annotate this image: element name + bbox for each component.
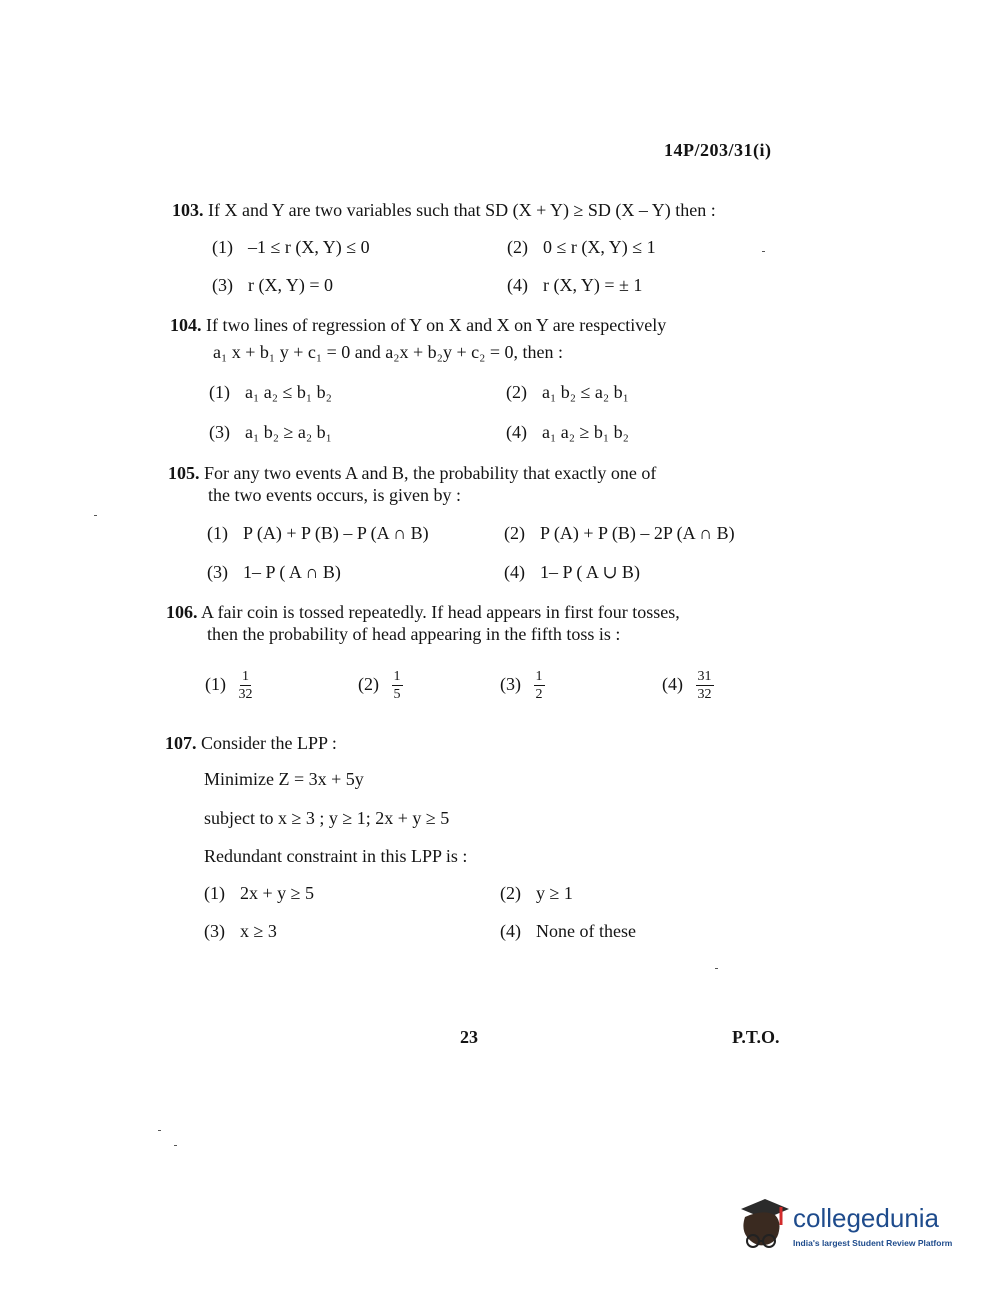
option-number: (4) [500,921,521,941]
question-text: A fair coin is tossed repeatedly. If head appears in first four tosses, [201,602,680,622]
option-text: a₁ b₂ ≤ a₂ b₁ [542,382,629,402]
option-text: P (A) + P (B) – P (A ∩ B) [243,523,429,543]
option-text: 0 ≤ r (X, Y) ≤ 1 [543,237,656,257]
option [504,522,735,544]
option [209,421,332,443]
option [209,381,332,403]
option-number: (1) [205,674,226,695]
option [207,561,341,583]
option [500,882,573,904]
brand-name: collegedunia [793,1203,940,1233]
fraction [239,670,253,702]
option-text: r (X, Y) = 0 [248,275,333,295]
scan-speck [762,251,765,252]
scan-speck [158,1130,161,1131]
collegedunia-watermark [735,1195,965,1270]
question-105 [168,462,656,484]
scan-speck [94,515,97,516]
fraction-denominator: 2 [535,687,543,702]
question-prompt: Redundant constraint in this LPP is : [204,846,468,866]
fraction-numerator: 1 [535,669,543,684]
fraction [392,670,403,702]
option [506,421,629,443]
brand-tagline: India's largest Student Review Platform [793,1238,953,1248]
question-107 [165,732,337,754]
option-number: (4) [504,562,525,582]
option-number: (2) [506,382,527,402]
fraction [696,670,714,702]
question-number: 107. [165,733,197,753]
option-number: (3) [212,275,233,295]
fraction-denominator: 5 [393,687,401,702]
question-103 [172,199,716,221]
option-number: (3) [204,921,225,941]
option-text: 1– P ( A ∪ B) [540,562,640,582]
option-text: P (A) + P (B) – 2P (A ∩ B) [540,523,735,543]
pto-label: P.T.O. [732,1027,780,1047]
option [207,522,429,544]
option-text: a₁ a₂ ≥ b₁ b₂ [542,422,629,442]
question-text: If X and Y are two variables such that SD (X + Y) ≥ SD (X – Y) then : [208,200,716,220]
question-number: 103. [172,200,204,220]
fraction-numerator: 1 [393,669,401,684]
lpp-objective: Minimize Z = 3x + 5y [204,769,364,789]
scan-speck [174,1145,177,1146]
fraction-numerator: 1 [242,669,249,684]
option [358,670,403,702]
option-text: x ≥ 3 [240,921,277,941]
fraction-numerator: 31 [697,669,712,684]
option [662,670,714,702]
option-number: (1) [207,523,228,543]
question-104 [170,314,666,336]
paper-code: 14P/203/31(i) [664,140,772,160]
mascot-icon [735,1195,791,1257]
option-text: a₁ b₂ ≥ a₂ b₁ [245,422,332,442]
option [212,236,370,258]
option-number: (2) [358,674,379,695]
option [507,274,642,296]
option [504,561,640,583]
option-number: (3) [500,674,521,695]
page-number: 23 [460,1027,478,1047]
question-text: For any two events A and B, the probability that exactly one of [204,463,657,483]
option-number: (1) [209,382,230,402]
option-text: 2x + y ≥ 5 [240,883,315,903]
question-number: 106. [166,602,198,622]
option-text: a₁ a₂ ≤ b₁ b₂ [245,382,332,402]
option-text: r (X, Y) = ± 1 [543,275,643,295]
option-number: (1) [212,237,233,257]
option-number: (2) [504,523,525,543]
question-text-line-2: a₁ x + b₁ y + c₁ = 0 and a₂x + b₂y + c₂ = 0, then : [213,342,563,362]
option [204,920,277,942]
fraction-denominator: 32 [238,687,253,702]
option-text: None of these [536,921,636,941]
question-text-line-2: then the probability of head appearing in the fifth toss is : [207,624,621,644]
option [212,274,333,296]
question-number: 104. [170,315,202,335]
option [204,882,314,904]
question-text-line-2: the two events occurs, is given by : [208,485,461,505]
fraction-denominator: 32 [697,687,712,702]
option [500,670,545,702]
option [506,381,629,403]
option-number: (4) [507,275,528,295]
lpp-constraints: subject to x ≥ 3 ; y ≥ 1; 2x + y ≥ 5 [204,808,450,828]
option-number: (2) [500,883,521,903]
question-number: 105. [168,463,200,483]
option-number: (4) [662,674,683,695]
option-number: (4) [506,422,527,442]
option-number: (3) [207,562,228,582]
fraction [534,670,545,702]
option-number: (1) [204,883,225,903]
option-text: 1– P ( A ∩ B) [243,562,341,582]
option-number: (2) [507,237,528,257]
option-number: (3) [209,422,230,442]
option [507,236,656,258]
option [500,920,636,942]
question-text: If two lines of regression of Y on X and X on Y are respectively [206,315,667,335]
question-106 [166,601,680,623]
option [205,670,253,702]
option-text: y ≥ 1 [536,883,573,903]
question-text: Consider the LPP : [201,733,337,753]
scan-speck [715,968,718,969]
option-text: –1 ≤ r (X, Y) ≤ 0 [248,237,370,257]
